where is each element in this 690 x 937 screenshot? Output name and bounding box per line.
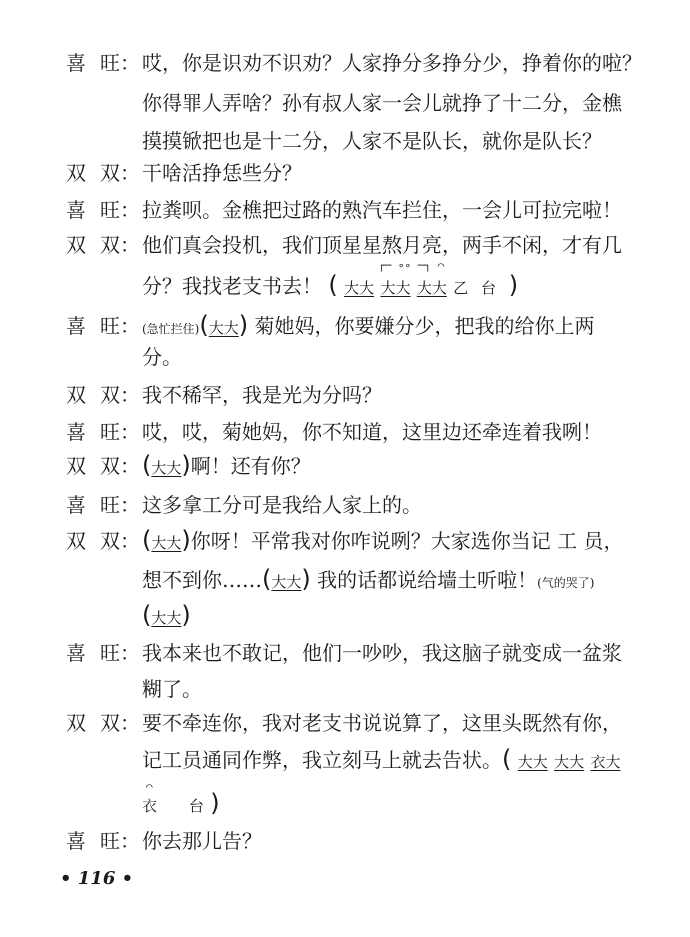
- line-text: 分。: [142, 345, 182, 369]
- line-text: 要不牵连你，我对老支书说说算了，这里头既然有你，: [142, 711, 622, 735]
- line-text: 哎，哎，菊她妈，你不知道，这里边还牵连着我咧！: [142, 420, 602, 444]
- line-text: 啊！还有你？: [190, 454, 311, 478]
- line-text: 你去那儿告？: [142, 829, 262, 853]
- dialogue-line: [66, 160, 666, 186]
- percussion-beat: 大大: [151, 534, 182, 552]
- percussion-beat: 大大: [517, 753, 548, 771]
- stage-direction: (气的哭了): [537, 576, 595, 590]
- dialogue-line: [66, 566, 690, 596]
- dialogue-line: [66, 344, 690, 370]
- percussion-open-paren: (: [328, 271, 338, 299]
- percussion-close-paren: ): [508, 271, 519, 299]
- dialogue-line: [66, 527, 666, 556]
- line-text: 分？我找老支书去！: [142, 274, 322, 298]
- percussion-beat: 大大: [554, 753, 585, 771]
- dialogue-line: [66, 232, 666, 258]
- percussion-beat: 大大: [416, 279, 447, 297]
- percussion-beat: 大大: [151, 609, 182, 627]
- speaker-shuangshuang: 双 双：: [66, 529, 140, 553]
- percussion-open-paren: (: [142, 526, 152, 554]
- percussion-beat: 台: [188, 797, 204, 815]
- percussion-beat: 大大: [271, 573, 302, 591]
- percussion-open-paren: (: [142, 451, 152, 479]
- notation-mark: ⌒: [146, 780, 153, 793]
- percussion-beat: 大大: [380, 279, 411, 297]
- line-text: 摸摸锨把也是十二分，人家不是队长，就你是队长？: [142, 129, 602, 153]
- stage-direction: (急忙拦住): [142, 322, 200, 336]
- page-number: • 116 •: [60, 868, 134, 889]
- speaker-xiwang: 喜 旺：: [66, 314, 140, 338]
- dialogue-line: [66, 602, 690, 631]
- dialogue-line: [66, 128, 690, 154]
- speaker-xiwang: 喜 旺：: [66, 829, 140, 853]
- line-text: 我不稀罕，我是光为分吗？: [142, 383, 382, 407]
- speaker-xiwang: 喜 旺：: [66, 641, 140, 665]
- percussion-beat: 台: [480, 279, 496, 297]
- dialogue-line: [66, 710, 666, 736]
- percussion-open-paren: (: [142, 601, 152, 629]
- percussion-open-paren: (: [502, 745, 512, 773]
- percussion-beat: 大大: [208, 319, 239, 337]
- percussion-beat: 大大: [151, 459, 182, 477]
- percussion-close-paren: ): [181, 526, 191, 554]
- percussion-beat: 衣大: [590, 753, 621, 771]
- speaker-xiwang: 喜 旺：: [66, 420, 140, 444]
- dialogue-line: [66, 312, 666, 342]
- line-text: 菊她妈，你要嫌分少，把我的给你上两: [254, 314, 595, 338]
- dialogue-line: [66, 90, 690, 116]
- percussion-close-paren: ): [238, 311, 249, 339]
- line-text: 他们真会投机，我们顶星星熬月亮，两手不闲，才有几: [142, 233, 622, 257]
- line-text: 想不到你……: [142, 568, 262, 592]
- percussion-close-paren: ): [210, 789, 220, 817]
- dialogue-line: [66, 492, 666, 518]
- line-text: 我的话都说给墙土听啦！: [317, 568, 538, 592]
- dialogue-line: [66, 746, 690, 775]
- dialogue-line: [66, 828, 666, 854]
- dialogue-line: [66, 452, 666, 481]
- dialogue-line: [66, 676, 690, 702]
- dialogue-line: [66, 790, 690, 819]
- percussion-close-paren: ): [301, 565, 311, 593]
- line-text: 我本来也不敢记，他们一吵吵，我这脑子就变成一盆浆: [142, 641, 622, 665]
- line-text: 糊了。: [142, 677, 202, 701]
- line-text: 哎，你是识劝不识劝？人家挣分多挣分少，挣着你的啦？: [142, 51, 642, 75]
- line-text: 这多拿工分可是我给人家上的。: [142, 493, 422, 517]
- line-text: 记工员通同作弊，我立刻马上就去告状。: [142, 748, 502, 772]
- percussion-beat: 大大: [344, 279, 375, 297]
- line-text: 拉粪呗。金樵把过路的熟汽车拦住，一会儿可拉完啦！: [142, 198, 622, 222]
- dialogue-line: [66, 640, 666, 666]
- percussion-beat: 衣: [142, 797, 158, 815]
- speaker-xiwang: 喜 旺：: [66, 493, 140, 517]
- speaker-shuangshuang: 双 双：: [66, 711, 140, 735]
- dialogue-line: [66, 419, 666, 445]
- speaker-xiwang: 喜 旺：: [66, 198, 140, 222]
- percussion-close-paren: ): [181, 601, 191, 629]
- speaker-shuangshuang: 双 双：: [66, 161, 140, 185]
- speaker-shuangshuang: 双 双：: [66, 233, 140, 257]
- dialogue-line: [66, 50, 666, 76]
- line-text: 你得罪人弄啥？孙有叔人家一会儿就挣了十二分，金樵: [142, 91, 622, 115]
- percussion-close-paren: ): [181, 451, 191, 479]
- line-text: 你呀！平常我对你咋说咧？大家选你当记 工 员，: [190, 529, 624, 553]
- dialogue-line: [66, 197, 666, 223]
- dialogue-line: [66, 382, 666, 408]
- speaker-xiwang: 喜 旺：: [66, 51, 140, 75]
- percussion-open-paren: (: [199, 311, 209, 339]
- percussion-beat: 乙: [453, 279, 469, 297]
- line-text: 干啥活挣恁些分？: [142, 161, 302, 185]
- notation-mark: ┌─ ∘∘ ─┐ ⌒: [378, 259, 445, 272]
- speaker-shuangshuang: 双 双：: [66, 454, 140, 478]
- dialogue-line: [66, 272, 690, 301]
- percussion-open-paren: (: [262, 565, 272, 593]
- speaker-shuangshuang: 双 双：: [66, 383, 140, 407]
